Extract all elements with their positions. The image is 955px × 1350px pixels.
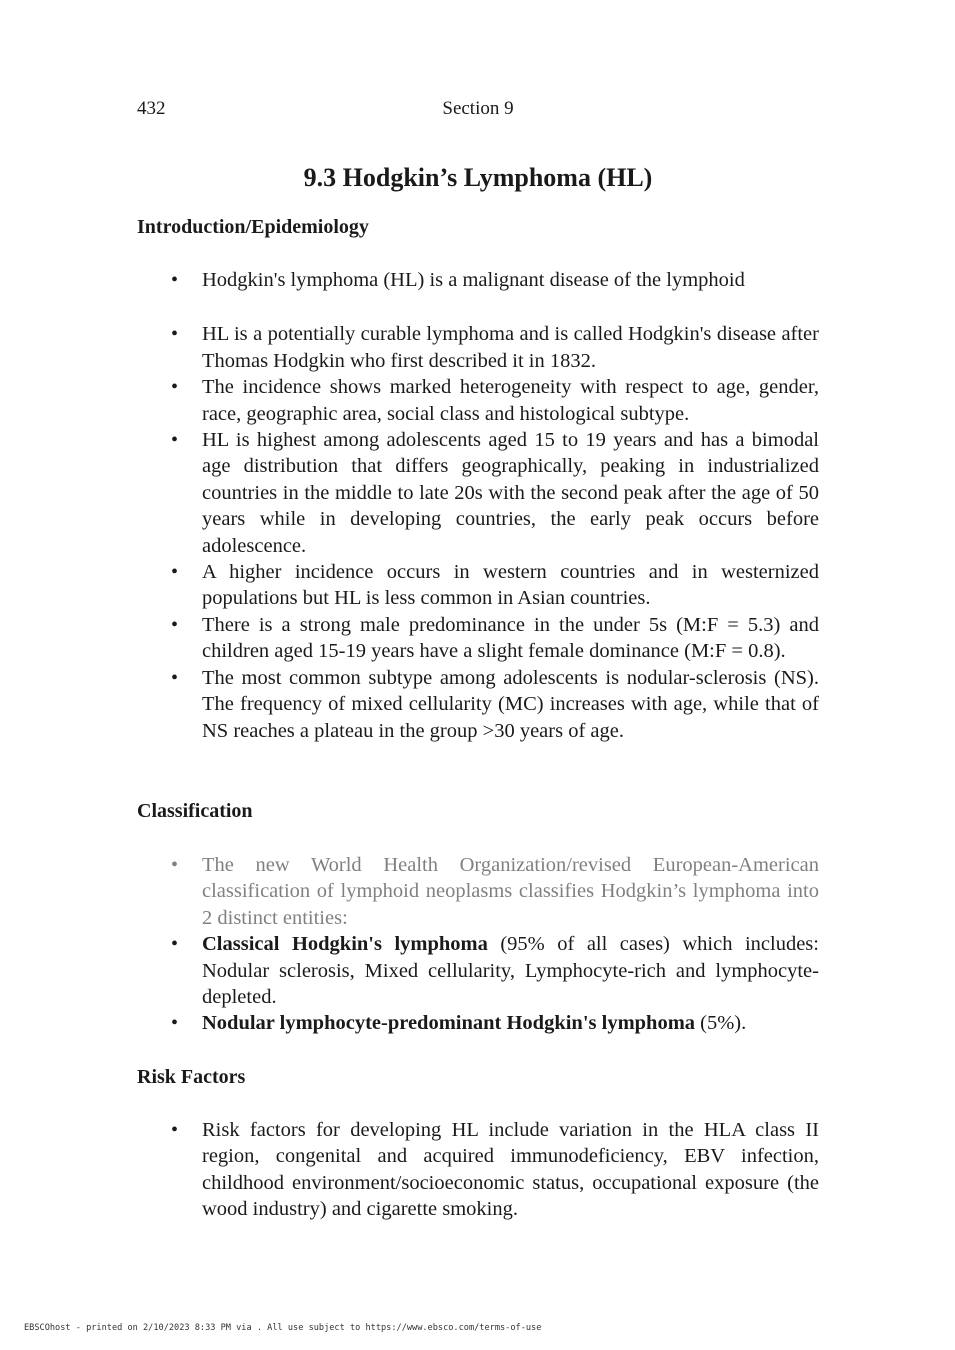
list-item-text: Hodgkin's lymphoma (HL) is a malignant disease of the lymphoid bbox=[202, 269, 745, 291]
list-item-text: A higher incidence occurs in western countries and in westernized populations but HL is less common in Asian countries. bbox=[202, 561, 819, 610]
running-header bbox=[137, 96, 819, 122]
list-item-text: The new World Health Organization/revised European-American classification of lymphoid neoplasms classifies Hodgkin’s lymphoma into 2 distinct entities: bbox=[202, 854, 819, 929]
list-item-text: There is a strong male predominance in the under 5s (M:F = 5.3) and children aged 15-19 years have a slight female dominance (M:F = 0.8). bbox=[202, 613, 819, 663]
bullet-icon: • bbox=[171, 269, 179, 291]
bullet-icon: • bbox=[171, 1012, 179, 1035]
heading-introduction: Introduction/Epidemiology bbox=[137, 216, 369, 238]
list-item bbox=[137, 267, 819, 293]
list-item-bold-text: Nodular lymphocyte-predominant Hodgkin's lymphoma bbox=[202, 1012, 696, 1035]
list-item-text: (95% of all cases) which includes: Nodular sclerosis, Mixed cellularity, Lymphocyte-rich and lymphocyte-depleted. bbox=[202, 933, 819, 1009]
list-item-text: The most common subtype among adolescents is nodular-sclerosis (NS). The frequency of mixed cellularity (MC) increases with age, while that of NS reaches a plateau in the group >30 years of age. bbox=[202, 666, 819, 742]
list-item-text: (5%). bbox=[695, 1012, 747, 1035]
section-label: Section 9 bbox=[442, 98, 514, 119]
risk-factors-list bbox=[137, 1117, 819, 1223]
bullet-icon: • bbox=[171, 376, 179, 399]
bullet-icon: • bbox=[171, 1119, 179, 1141]
bullet-icon: • bbox=[171, 561, 179, 584]
bullet-icon: • bbox=[171, 323, 179, 346]
list-item bbox=[137, 1117, 819, 1223]
bullet-icon: • bbox=[171, 933, 179, 956]
list-item bbox=[137, 374, 819, 427]
list-item-text: Risk factors for developing HL include variation in the HLA class II region, congenital and acquired immunodeficiency, EBV infection, childhood environment/socioeconomic status, occupational exposure (the wood industry) and cigarette smoking. bbox=[202, 1119, 819, 1221]
list-item-text: HL is a potentially curable lymphoma and is called Hodgkin's disease after Thomas Hodgkin who first described it in 1832. bbox=[202, 323, 819, 372]
bullet-icon: • bbox=[171, 613, 179, 636]
list-item bbox=[137, 559, 819, 612]
classification-list bbox=[137, 852, 819, 1037]
list-item bbox=[137, 665, 819, 744]
chapter-title: 9.3 Hodgkin’s Lymphoma (HL) bbox=[303, 163, 653, 192]
heading-classification: Classification bbox=[137, 800, 253, 822]
print-footer: EBSCOhost - printed on 2/10/2023 8:33 PM via . All use subject to https://www.ebsco.com/terms-of-use bbox=[24, 1323, 542, 1333]
bullet-icon: • bbox=[171, 429, 179, 452]
list-item bbox=[137, 427, 819, 559]
list-item bbox=[137, 321, 819, 374]
bullet-icon: • bbox=[171, 666, 179, 689]
bullet-icon: • bbox=[171, 854, 179, 876]
list-item-bold-text: Classical Hodgkin's lymphoma bbox=[202, 933, 488, 956]
list-item-text: The incidence shows marked heterogeneity with respect to age, gender, race, geographic area, social class and histological subtype. bbox=[202, 376, 819, 425]
list-item bbox=[137, 612, 819, 665]
heading-risk-factors: Risk Factors bbox=[137, 1066, 246, 1088]
list-item bbox=[137, 931, 819, 1010]
introduction-list bbox=[137, 267, 819, 744]
list-item bbox=[137, 1010, 819, 1036]
list-item bbox=[137, 852, 819, 931]
list-item-text: HL is highest among adolescents aged 15 to 19 years and has a bimodal age distribution that differs geographically, peaking in industrialized countries in the middle to late 20s with the second peak after the age of 50 years while in developing countries, the early peak occurs before adolescence. bbox=[202, 429, 819, 557]
page-number: 432 bbox=[137, 98, 166, 119]
